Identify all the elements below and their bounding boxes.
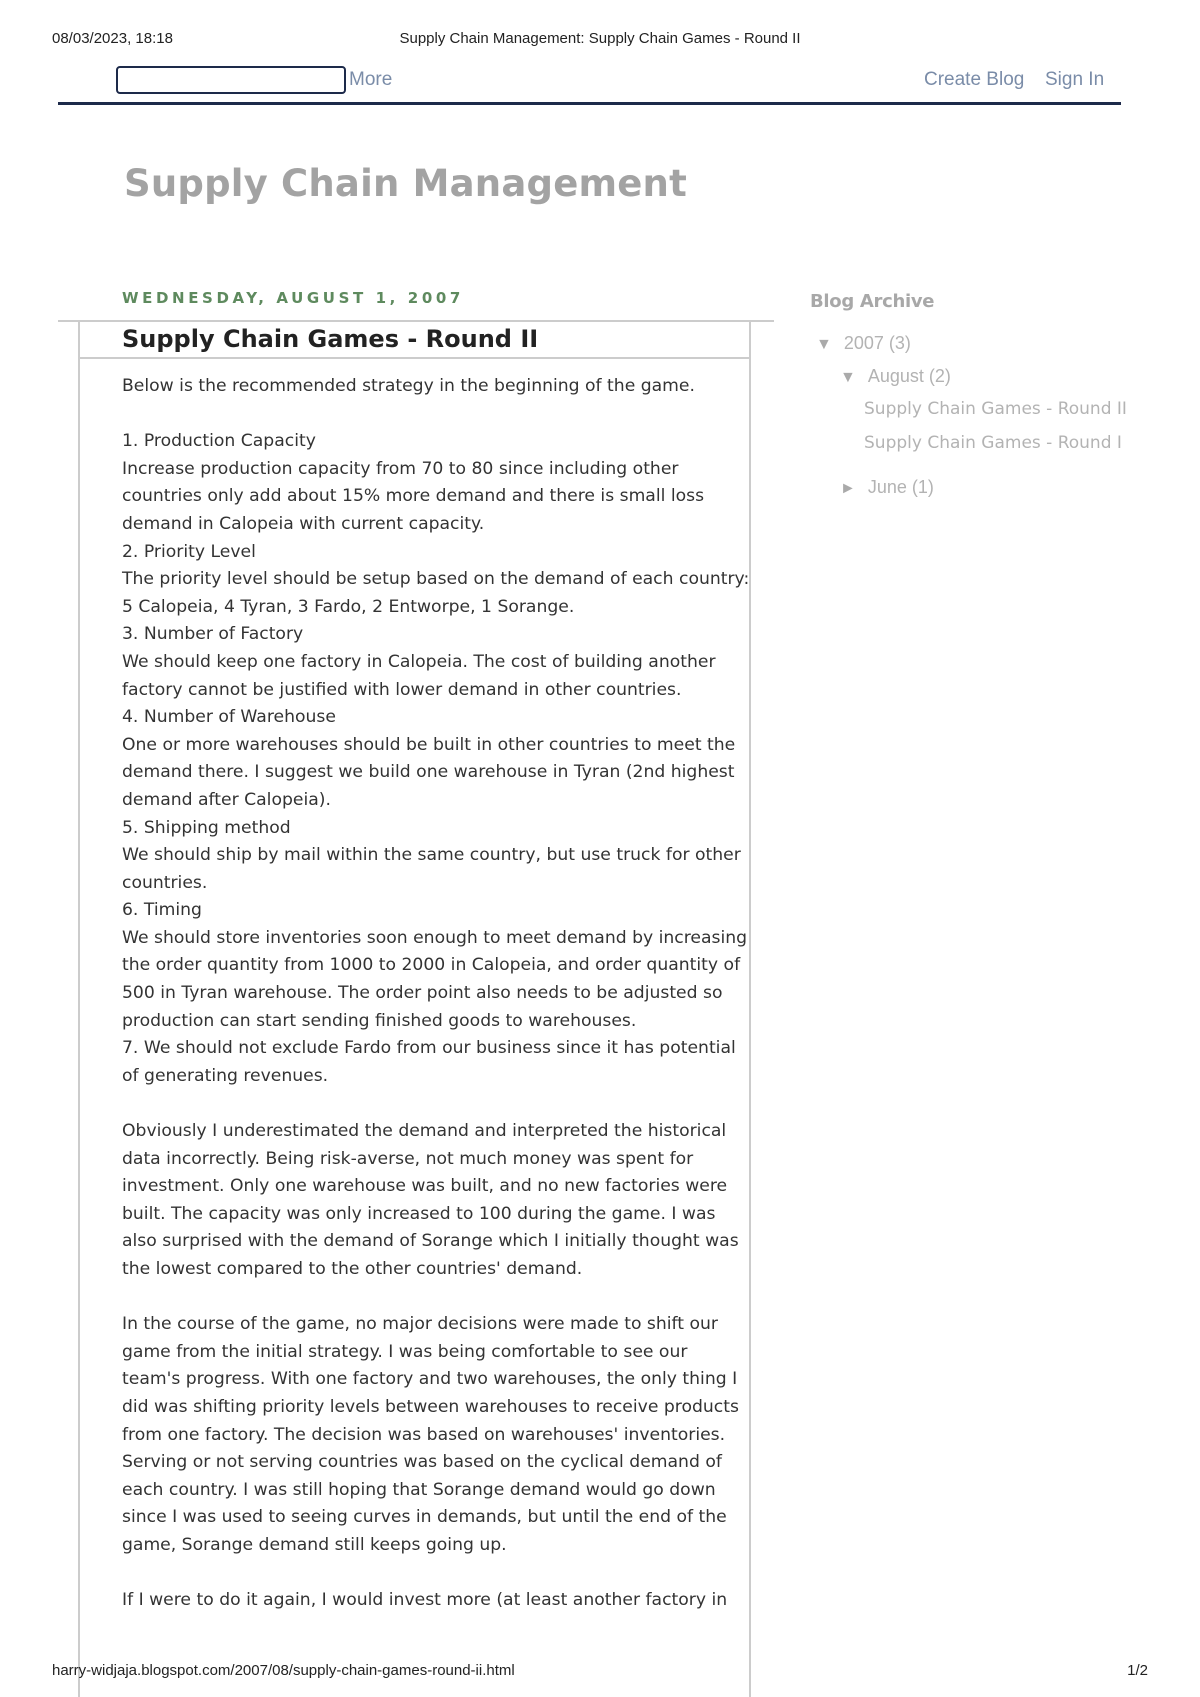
archive-month-label[interactable]: August (2) xyxy=(867,366,951,386)
archive-month-august[interactable] xyxy=(840,366,951,387)
post-text-line: the order quantity from 1000 to 2000 in Calopeia, and order quantity of xyxy=(122,955,741,976)
post-text-line: each country. I was still hoping that Sorange demand would go down xyxy=(122,1479,716,1500)
more-link[interactable]: More xyxy=(349,69,393,90)
post-title[interactable]: Supply Chain Games - Round II xyxy=(122,325,539,353)
post-text-line: Increase production capacity from 70 to 80 since including other xyxy=(122,458,679,479)
post-frame-left-border xyxy=(78,320,80,1697)
post-text-line: We should ship by mail within the same country, but use truck for other xyxy=(122,845,741,866)
post-text-line: We should keep one factory in Calopeia. The cost of building another xyxy=(122,651,716,672)
post-text-line: since I was used to seeing curves in demands, but until the end of the xyxy=(122,1507,727,1528)
paragraph-gap xyxy=(122,401,742,429)
post-text-line: 5. Shipping method xyxy=(122,817,291,838)
post-text-line: 5 Calopeia, 4 Tyran, 3 Fardo, 2 Entworpe, 1 Sorange. xyxy=(122,596,575,617)
post-text-line: Below is the recommended strategy in the beginning of the game. xyxy=(122,376,695,396)
archive-post-link[interactable]: Supply Chain Games - Round I xyxy=(864,433,1122,453)
archive-post-link[interactable]: Supply Chain Games - Round II xyxy=(864,399,1127,419)
post-text-line: did was shifting priority levels between warehouses to receive products xyxy=(122,1396,739,1417)
post-text-line: factory cannot be justified with lower demand in other countries. xyxy=(122,679,682,700)
print-page-title: Supply Chain Management: Supply Chain Games - Round II xyxy=(399,30,801,47)
post-text-line: also surprised with the demand of Sorange which I initially thought was xyxy=(122,1231,739,1252)
post-text-line: Obviously I underestimated the demand and interpreted the historical xyxy=(122,1121,727,1142)
post-frame-top-border xyxy=(58,320,774,322)
archive-year-label[interactable]: 2007 (3) xyxy=(843,333,911,353)
post-text-line: from one factory. The decision was based on warehouses' inventories. xyxy=(122,1424,726,1445)
post-title-divider xyxy=(78,357,749,359)
archive-month-june[interactable] xyxy=(840,477,934,498)
post-text-line: 1. Production Capacity xyxy=(122,431,316,452)
post-text-line: One or more warehouses should be built in other countries to meet the xyxy=(122,734,736,755)
post-text-line: 4. Number of Warehouse xyxy=(122,707,336,728)
print-footer xyxy=(52,1662,1148,1682)
post-body xyxy=(122,373,750,1615)
post-text-line: 3. Number of Factory xyxy=(122,624,304,645)
toggle-collapsed-icon[interactable]: ► xyxy=(840,480,856,497)
post-text-line: demand in Calopeia with current capacity. xyxy=(122,513,485,534)
post-text-line: 7. We should not exclude Fardo from our business since it has potential xyxy=(122,1038,736,1059)
create-blog-link[interactable]: Create Blog xyxy=(924,69,1025,90)
print-header xyxy=(52,30,1148,50)
archive-year-2007[interactable] xyxy=(816,333,911,354)
post-date-header: WEDNESDAY, AUGUST 1, 2007 xyxy=(122,289,464,307)
toggle-expanded-icon[interactable]: ▼ xyxy=(816,336,832,353)
post-text-line: The priority level should be setup based on the demand of each country: xyxy=(122,569,750,590)
toggle-expanded-icon[interactable]: ▼ xyxy=(840,369,856,386)
sign-in-link[interactable]: Sign In xyxy=(1045,69,1105,90)
print-url: harry-widjaja.blogspot.com/2007/08/supply-chain-games-round-ii.html xyxy=(52,1662,515,1679)
post-text-line: the lowest compared to the other countries' demand. xyxy=(122,1259,583,1279)
post-text-line: Serving or not serving countries was based on the cyclical demand of xyxy=(122,1452,722,1473)
post-text-line: built. The capacity was only increased to 100 during the game. I was xyxy=(122,1203,716,1224)
post-text-line: game, Sorange demand still keeps going up. xyxy=(122,1534,507,1555)
post-text-line: 6. Timing xyxy=(122,900,202,921)
blog-archive-title: Blog Archive xyxy=(810,291,935,312)
blogger-navbar xyxy=(58,62,1121,105)
blog-title[interactable]: Supply Chain Management xyxy=(124,162,687,205)
post-text-line: We should store inventories soon enough to meet demand by increasing xyxy=(122,927,748,948)
post-text-line: countries only add about 15% more demand and there is small loss xyxy=(122,486,705,507)
print-datetime: 08/03/2023, 18:18 xyxy=(52,30,173,47)
post-text-line: game from the initial strategy. I was being comfortable to see our xyxy=(122,1341,688,1362)
post-text-line: 2. Priority Level xyxy=(122,541,256,562)
post-text-line: countries. xyxy=(122,872,208,893)
post-text-line: investment. Only one warehouse was built, and no new factories were xyxy=(122,1176,728,1197)
post-text-line: demand after Calopeia). xyxy=(122,789,331,810)
print-page-number: 1/2 xyxy=(1127,1662,1148,1679)
post-text-line: demand there. I suggest we build one warehouse in Tyran (2nd highest xyxy=(122,762,735,783)
post-text-line: production can start sending finished goods to warehouses. xyxy=(122,1010,637,1031)
post-frame-right-border xyxy=(749,320,751,1697)
post-text-line: data incorrectly. Being risk-averse, not much money was spent for xyxy=(122,1148,694,1169)
paragraph-gap xyxy=(122,1560,742,1588)
post-text-line: team's progress. With one factory and two warehouses, the only thing I xyxy=(122,1369,738,1390)
navbar-search-input[interactable] xyxy=(116,66,346,94)
paragraph-gap xyxy=(122,1090,742,1118)
paragraph-gap xyxy=(122,1284,742,1312)
post-text-line: If I were to do it again, I would invest more (at least another factory in xyxy=(122,1590,728,1611)
post-text-line: 500 in Tyran warehouse. The order point also needs to be adjusted so xyxy=(122,983,723,1004)
post-text-line: of generating revenues. xyxy=(122,1065,329,1086)
post-text-line: In the course of the game, no major decisions were made to shift our xyxy=(122,1314,718,1335)
archive-month-label[interactable]: June (1) xyxy=(867,477,934,497)
